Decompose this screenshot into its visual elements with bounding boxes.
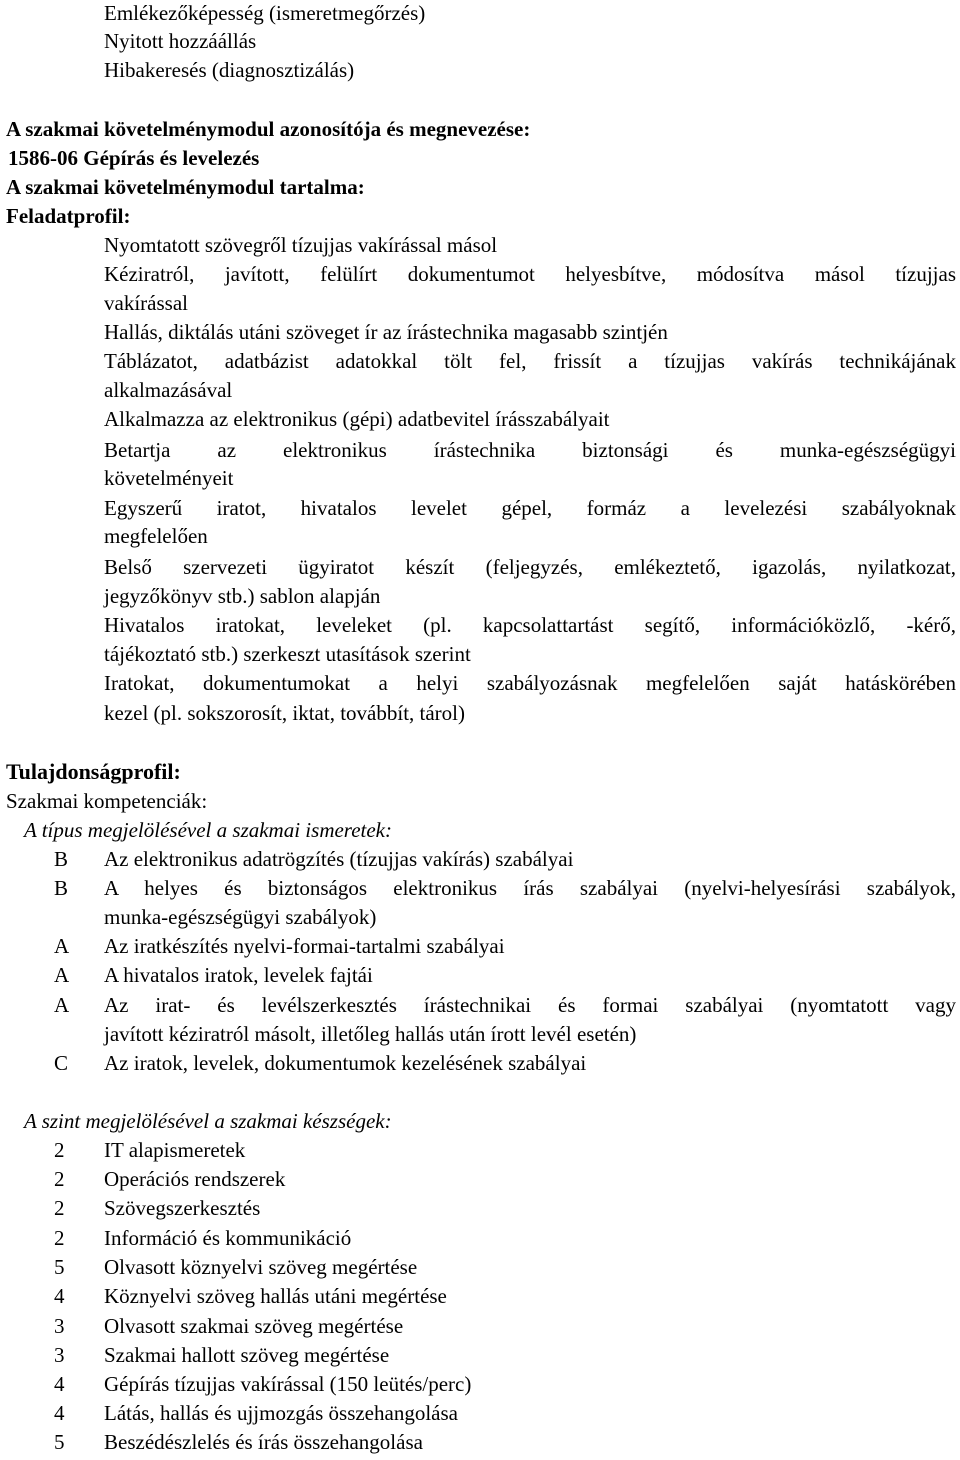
skill-level: 2 [54,1138,65,1162]
skill-level: 2 [54,1226,65,1250]
knowledge-item: A helyes és biztonságos elektronikus írás szabályai (nyelvi-helyesírási szabályok, [104,876,956,900]
skill-item: Köznyelvi szöveg hallás utáni megértése [104,1284,447,1308]
task-item: Egyszerű iratot, hivatalos levelet gépel, formáz a levelezési szabályoknak [104,496,956,520]
skill-item: Beszédészlelés és írás összehangolása [104,1430,423,1454]
top-item: Hibakeresés (diagnosztizálás) [104,58,355,82]
knowledge-type: A [54,963,70,987]
skill-item: Olvasott szakmai szöveg megértése [104,1314,404,1338]
task-item: jegyzőkönyv stb.) sablon alapján [104,584,381,608]
knowledge-item: munka-egészségügyi szabályok) [104,905,377,929]
task-item: tájékoztató stb.) szerkeszt utasítások szerint [104,642,471,666]
knowledge-type: A [54,934,70,958]
module-content-heading: A szakmai követelménymodul tartalma: [6,175,365,199]
skill-level: 5 [54,1430,65,1454]
task-item: Hallás, diktálás utáni szöveget ír az írástechnika magasabb szintjén [104,320,668,344]
attribute-profile-heading: Tulajdonságprofil: [6,759,181,784]
task-item: Belső szervezeti ügyiratot készít (feljegyzés, emlékeztető, igazolás, nyilatkozat, [104,555,956,579]
skill-level: 3 [54,1343,65,1367]
task-item: Iratokat, dokumentumokat a helyi szabályozásnak megfelelően saját hatáskörében [104,671,956,695]
skill-level: 2 [54,1196,65,1220]
task-item: Kéziratról, javított, felülírt dokumentumot helyesbítve, módosítva másol tízujjas [104,262,956,286]
task-item: vakírással [104,291,188,315]
skill-level: 4 [54,1401,65,1425]
top-item: Nyitott hozzáállás [104,29,257,53]
knowledge-type: C [54,1051,69,1075]
task-profile-heading: Feladatprofil: [6,204,131,228]
knowledge-item: Az iratok, levelek, dokumentumok kezelésének szabályai [104,1051,587,1075]
knowledge-item: Az irat- és levélszerkesztés írástechnikai és formai szabályai (nyomtatott vagy [104,993,956,1017]
skill-item: Operációs rendszerek [104,1167,286,1191]
skills-heading: A szint megjelölésével a szakmai készségek: [24,1109,392,1133]
knowledge-item: Az elektronikus adatrögzítés (tízujjas vakírás) szabályai [104,847,574,871]
skill-item: Olvasott köznyelvi szöveg megértése [104,1255,418,1279]
module-id: 1586-06 Gépírás és levelezés [8,146,260,170]
skill-level: 4 [54,1372,65,1396]
knowledge-type: B [54,876,69,900]
skill-item: IT alapismeretek [104,1138,246,1162]
competencies-heading: Szakmai kompetenciák: [6,789,208,813]
skill-level: 4 [54,1284,65,1308]
knowledge-type: A [54,993,70,1017]
skill-level: 3 [54,1314,65,1338]
task-item: alkalmazásával [104,378,233,402]
knowledge-item: A hivatalos iratok, levelek fajtái [104,963,373,987]
knowledge-item: Az iratkészítés nyelvi-formai-tartalmi szabályai [104,934,505,958]
skill-item: Információ és kommunikáció [104,1226,352,1250]
task-item: Hivatalos iratokat, leveleket (pl. kapcsolattartást segítő, információközlő, -kérő, [104,613,956,637]
skill-item: Szakmai hallott szöveg megértése [104,1343,390,1367]
skill-item: Szövegszerkesztés [104,1196,261,1220]
knowledge-type: B [54,847,69,871]
task-item: Betartja az elektronikus írástechnika biztonsági és munka-egészségügyi [104,438,956,462]
skill-level: 5 [54,1255,65,1279]
task-item: Táblázatot, adatbázist adatokkal tölt fel, frissít a tízujjas vakírás technikájának [104,349,956,373]
task-item: kezel (pl. sokszorosít, iktat, továbbít, tárol) [104,701,465,725]
skill-item: Gépírás tízujjas vakírással (150 leütés/perc) [104,1372,472,1396]
knowledge-item: javított kéziratról másolt, illetőleg hallás után írott levél esetén) [104,1022,637,1046]
task-item: követelményeit [104,466,234,490]
skill-item: Látás, hallás és ujjmozgás összehangolása [104,1401,458,1425]
module-id-heading: A szakmai követelménymodul azonosítója és megnevezése: [6,117,531,141]
task-item: Nyomtatott szövegről tízujjas vakírással másol [104,233,498,257]
knowledge-heading: A típus megjelölésével a szakmai ismeretek: [24,818,392,842]
task-item: megfelelően [104,524,208,548]
skill-level: 2 [54,1167,65,1191]
task-item: Alkalmazza az elektronikus (gépi) adatbevitel írásszabályait [104,407,610,431]
top-item: Emlékezőképesség (ismeretmegőrzés) [104,1,426,25]
